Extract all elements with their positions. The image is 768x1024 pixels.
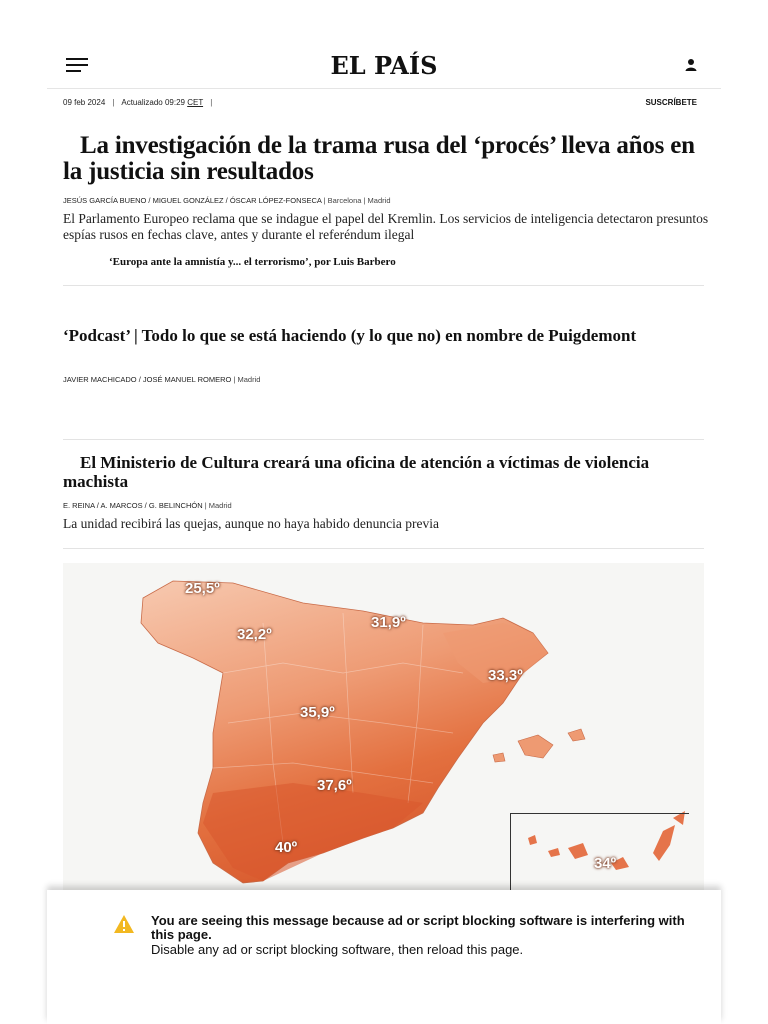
divider: [63, 285, 704, 286]
map-temperature-label: 25,5º: [185, 580, 220, 597]
adblock-message: Disable any ad or script blocking software, then reload this page.: [151, 942, 524, 957]
adblock-title: You are seeing this message because ad or script blocking software is interfering with this page.: [151, 913, 685, 942]
story3-location: Madrid: [208, 501, 232, 510]
site-header: [47, 40, 721, 89]
story3-headline[interactable]: El Ministerio de Cultura creará una oficina de atención a víctimas de violencia machista: [63, 453, 650, 491]
lead-byline: JESÚS GARCÍA BUENO / MIGUEL GONZÁLEZ / ÓSCAR LÓPEZ-FONSECA | Barcelona | Madrid: [63, 196, 391, 205]
site-logo[interactable]: EL PAÍS: [330, 51, 438, 80]
date-bar: 09 feb 2024 | Actualizado 09:29 CET | SUSCRÍBETE: [63, 98, 697, 107]
timezone-label: CET: [187, 98, 204, 107]
adblock-notice: [47, 890, 721, 1024]
story2-authors[interactable]: JAVIER MACHICADO / JOSÉ MANUEL ROMERO: [63, 375, 232, 384]
edition-date: 09 feb 2024: [63, 98, 106, 107]
map-temperature-label: 34º: [594, 855, 617, 872]
updated-time: Actualizado 09:29: [121, 98, 185, 107]
divider: [63, 548, 704, 549]
lead-summary: El Parlamento Europeo reclama que se indague el papel del Kremlin. Los servicios de inteligencia detectaron presuntos espías rusos en fechas clave, antes y durante el referéndum ilegal: [63, 211, 709, 242]
subscribe-link[interactable]: SUSCRÍBETE: [645, 98, 697, 107]
map-temperature-label: 35,9º: [300, 704, 335, 721]
lead-location: Barcelona | Madrid: [327, 196, 391, 205]
lead-headline[interactable]: La investigación de la trama rusa del ‘procés’ lleva años en la justicia sin resultados: [63, 132, 695, 185]
story3-byline: E. REINA / A. MARCOS / G. BELINCHÓN | Madrid: [63, 501, 232, 510]
map-temperature-label: 32,2º: [237, 626, 272, 643]
lead-authors[interactable]: JESÚS GARCÍA BUENO / MIGUEL GONZÁLEZ / ÓSCAR LÓPEZ-FONSECA: [63, 196, 322, 205]
story2-location: Madrid: [237, 375, 261, 384]
user-account-icon[interactable]: [684, 57, 698, 71]
divider: [63, 439, 704, 440]
warning-icon: [113, 914, 135, 934]
story3-summary: La unidad recibirá las quejas, aunque no haya habido denuncia previa: [63, 516, 439, 531]
map-temperature-label: 31,9º: [371, 614, 406, 631]
canary-islands-inset: [510, 813, 689, 890]
map-temperature-label: 33,3º: [488, 667, 523, 684]
story2-headline[interactable]: ‘Podcast’ | Todo lo que se está haciendo (y lo que no) en nombre de Puigdemont: [63, 326, 637, 345]
map-temperature-label: 40º: [275, 839, 298, 856]
map-temperature-label: 37,6º: [317, 777, 352, 794]
lead-related-link[interactable]: ‘Europa ante la amnistía y... el terrorismo’, por Luis Barbero: [109, 256, 396, 268]
story3-authors[interactable]: E. REINA / A. MARCOS / G. BELINCHÓN: [63, 501, 203, 510]
temperature-map-image[interactable]: [63, 563, 704, 890]
story2-byline: JAVIER MACHICADO / JOSÉ MANUEL ROMERO | Madrid: [63, 375, 261, 384]
